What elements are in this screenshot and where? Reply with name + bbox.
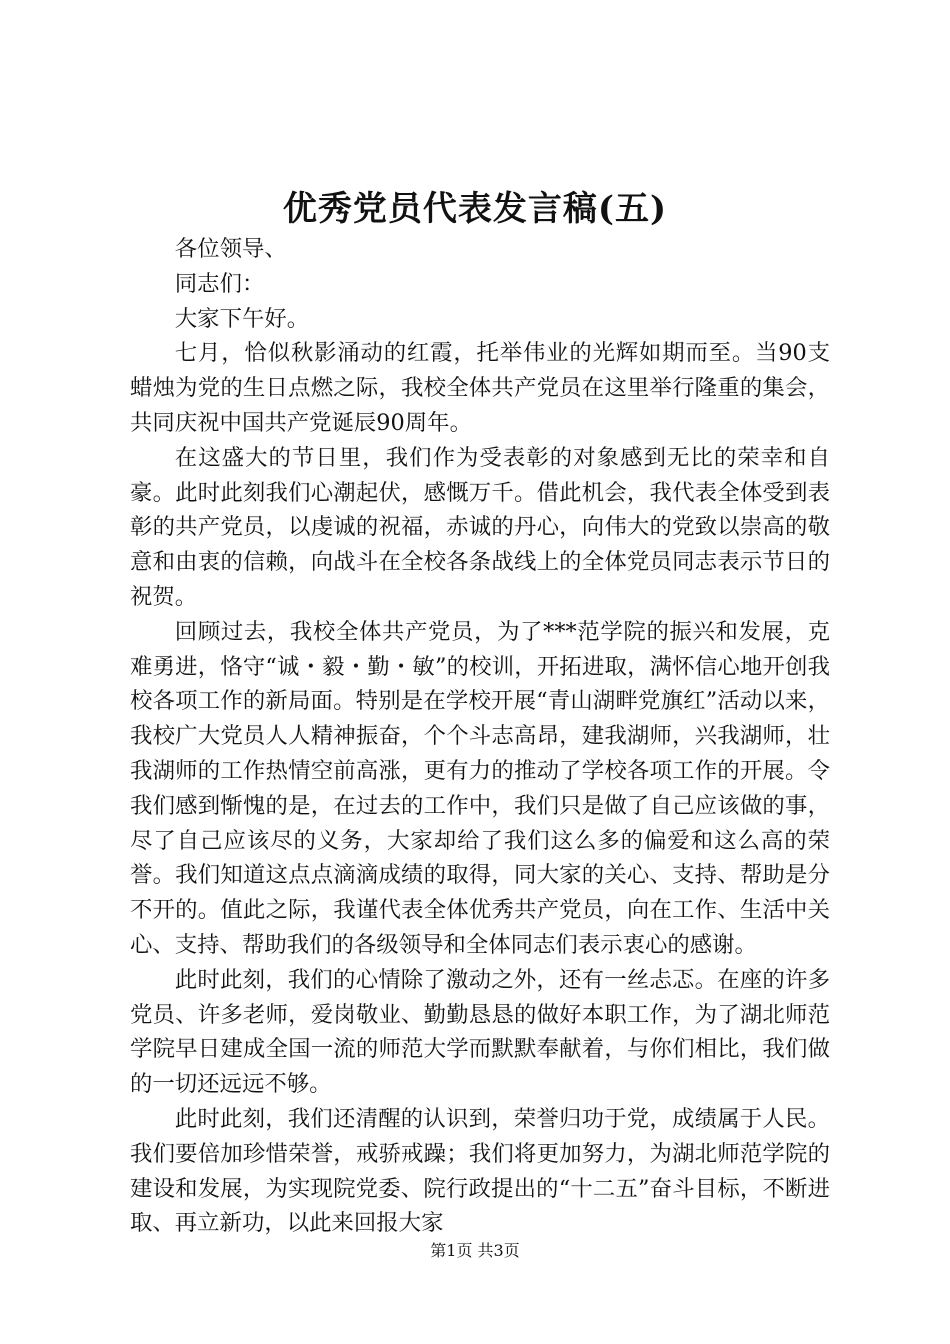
paragraph-salutation-comrades: 同志们： <box>174 270 265 297</box>
paragraph-uneasy: 此时此刻，我们的心情除了激动之外，还有一丝忐忑。在座的许多党员、许多老师，爱岗敬业、勤勤恳恳的做好本职工作，为了湖北师范学院早日建成全国一流的师范大学而默默奉献着，与你们相比，我们做的一切还远远不够。 <box>130 966 830 1098</box>
document-title: 优秀党员代表发言稿(五) <box>282 189 668 229</box>
paragraph-greeting: 大家下午好。 <box>174 305 310 332</box>
page-footer: 第1页 共3页 <box>430 1241 520 1260</box>
paragraph-july: 七月，恰似秋影涌动的红霞，托举伟业的光辉如期而至。当90支蜡烛为党的生日点燃之际，我校全体共产党员在这里举行隆重的集会，共同庆祝中国共产党诞辰90周年。 <box>130 340 830 436</box>
paragraph-festival: 在这盛大的节日里，我们作为受表彰的对象感到无比的荣幸和自豪。此时此刻我们心潮起伏，感慨万千。借此机会，我代表全体受到表彰的共产党员，以虔诚的祝福，赤诚的丹心，向伟大的党致以崇高的敬意和由衷的信赖，向战斗在全校各条战线上的全体党员同志表示节日的祝贺。 <box>130 444 830 610</box>
paragraph-salutation-leaders: 各位领导、 <box>174 236 287 262</box>
document-body <box>130 232 830 1241</box>
paragraph-review: 回顾过去，我校全体共产党员，为了***范学院的振兴和发展，克难勇进，恪守“诚・毅・勤・敏”的校训，开拓进取，满怀信心地开创我校各项工作的新局面。特别是在学校开展“青山湖畔党旗红”活动以来，我校广大党员人人精神振奋，个个斗志高昂，建我湖师，兴我湖师，壮我湖师的工作热情空前高涨，更有力的推动了学校各项工作的开展。令我们感到惭愧的是，在过去的工作中，我们只是做了自己应该做的事，尽了自己应该尽的义务，大家却给了我们这么多的偏爱和这么高的荣誉。我们知道这点点滴滴成绩的取得，同大家的关心、支持、帮助是分不开的。值此之际，我谨代表全体优秀共产党员，向在工作、生活中关心、支持、帮助我们的各级领导和全体同志们表示衷心的感谢。 <box>130 618 830 958</box>
paragraph-honor: 此时此刻，我们还清醒的认识到，荣誉归功于党，成绩属于人民。我们要倍加珍惜荣誉，戒骄戒躁；我们将更加努力，为湖北师范学院的建设和发展，为实现院党委、院行政提出的“十二五”奋斗目标，不断进取、再立新功，以此来回报大家 <box>130 1105 830 1237</box>
